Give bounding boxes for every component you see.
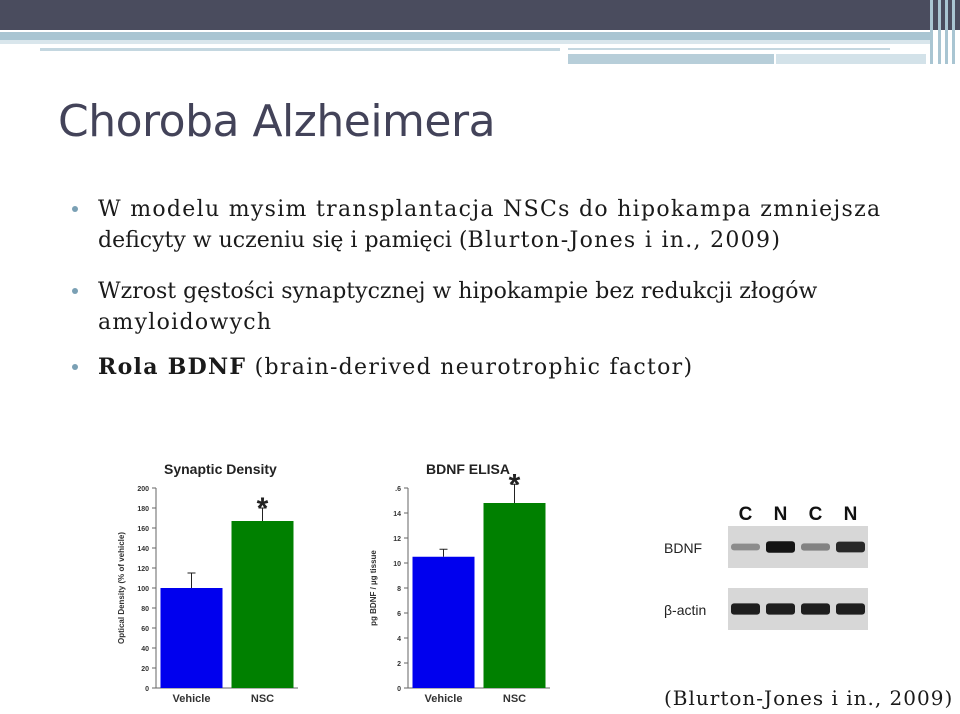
bdnf-elisa-chart bbox=[360, 456, 560, 706]
blot-band bbox=[801, 543, 830, 550]
header-vbar bbox=[938, 0, 941, 64]
bar-vehicle bbox=[161, 588, 223, 688]
bullet-text: Wzrost gęstości synaptycznej w hipokampie bez redukcji złogów bbox=[98, 279, 818, 304]
y-tick-label: 160 bbox=[137, 526, 149, 533]
y-tick-label: 40 bbox=[141, 646, 149, 653]
y-tick-label: 0 bbox=[145, 686, 149, 693]
y-tick-label: 200 bbox=[137, 486, 149, 493]
header-stripe bbox=[568, 48, 890, 50]
chart-title: BDNF ELISA bbox=[426, 461, 510, 477]
header-stripe bbox=[0, 32, 930, 40]
y-tick-label: 4 bbox=[397, 636, 401, 643]
chart-title: Synaptic Density bbox=[164, 461, 277, 477]
header-stripe bbox=[568, 54, 774, 64]
y-tick-label: 80 bbox=[141, 606, 149, 613]
y-tick-label: 120 bbox=[137, 566, 149, 573]
citation: (Blurton-Jones i in., 2009) bbox=[664, 686, 954, 710]
y-tick-label: 8 bbox=[397, 586, 401, 593]
y-tick-label: 140 bbox=[137, 546, 149, 553]
significance-star: * bbox=[256, 492, 269, 525]
header-vbar bbox=[945, 0, 948, 64]
blot-band bbox=[766, 603, 795, 614]
header-stripe bbox=[0, 40, 930, 44]
bar-nsc bbox=[232, 521, 294, 688]
y-tick-label: 20 bbox=[141, 666, 149, 673]
bullet-text: deficyty w uczeniu się i pamięci ( bbox=[98, 228, 468, 253]
blot-band bbox=[836, 603, 865, 614]
y-axis-label: pg BDNF / µg tissue bbox=[369, 550, 378, 626]
header-stripe bbox=[776, 54, 926, 64]
blot-band bbox=[836, 542, 865, 553]
bullet-text: Blurton-Jones i in., 2009) bbox=[467, 228, 782, 253]
bar-vehicle bbox=[413, 557, 475, 688]
lane-label: C bbox=[738, 504, 753, 525]
blot-band bbox=[731, 603, 760, 614]
y-axis-label: Optical Density (% of vehicle) bbox=[117, 531, 126, 645]
header-vbar bbox=[952, 0, 955, 64]
y-tick-label: .6 bbox=[395, 486, 401, 493]
y-tick-label: 2 bbox=[397, 661, 401, 668]
header-band bbox=[0, 0, 960, 30]
header-vbar bbox=[930, 0, 933, 64]
bullet-text: Rola BDNF bbox=[98, 354, 247, 380]
x-tick-label: NSC bbox=[502, 693, 527, 705]
bullet-item bbox=[72, 352, 932, 383]
blot-row-label: β-actin bbox=[664, 602, 707, 618]
bullet-item bbox=[72, 194, 932, 256]
blot-row-label: BDNF bbox=[664, 540, 703, 556]
y-tick-label: 0 bbox=[397, 686, 401, 693]
blot-band bbox=[731, 544, 760, 551]
bullet-text: (brain-derived neurotrophic factor) bbox=[246, 355, 694, 380]
y-tick-label: 180 bbox=[137, 506, 149, 513]
header-stripe bbox=[40, 48, 560, 51]
y-tick-label: 14 bbox=[393, 511, 401, 518]
synaptic-density-chart bbox=[108, 456, 308, 706]
x-tick-label: Vehicle bbox=[424, 693, 463, 705]
bullet-text: W modelu mysim transplantacja NSCs do hipokampa zmniejsza bbox=[98, 197, 882, 222]
y-tick-label: 12 bbox=[393, 536, 401, 543]
x-tick-label: Vehicle bbox=[172, 693, 211, 705]
y-tick-label: 10 bbox=[393, 561, 401, 568]
western-blot bbox=[660, 498, 880, 638]
y-tick-label: 100 bbox=[137, 586, 149, 593]
page-title: Choroba Alzheimera bbox=[58, 96, 496, 147]
blot-band bbox=[766, 541, 795, 553]
bullet-text: amyloidowych bbox=[98, 310, 273, 335]
blot-band bbox=[801, 603, 830, 614]
x-tick-label: NSC bbox=[250, 693, 275, 705]
bullet-list bbox=[72, 194, 932, 403]
lane-label: N bbox=[773, 504, 788, 525]
significance-star: * bbox=[508, 468, 521, 502]
bullet-item bbox=[72, 276, 932, 338]
y-tick-label: 6 bbox=[397, 611, 401, 618]
y-tick-label: 60 bbox=[141, 626, 149, 633]
lane-label: N bbox=[843, 504, 858, 525]
lane-label: C bbox=[808, 504, 823, 525]
bar-nsc bbox=[484, 503, 546, 688]
